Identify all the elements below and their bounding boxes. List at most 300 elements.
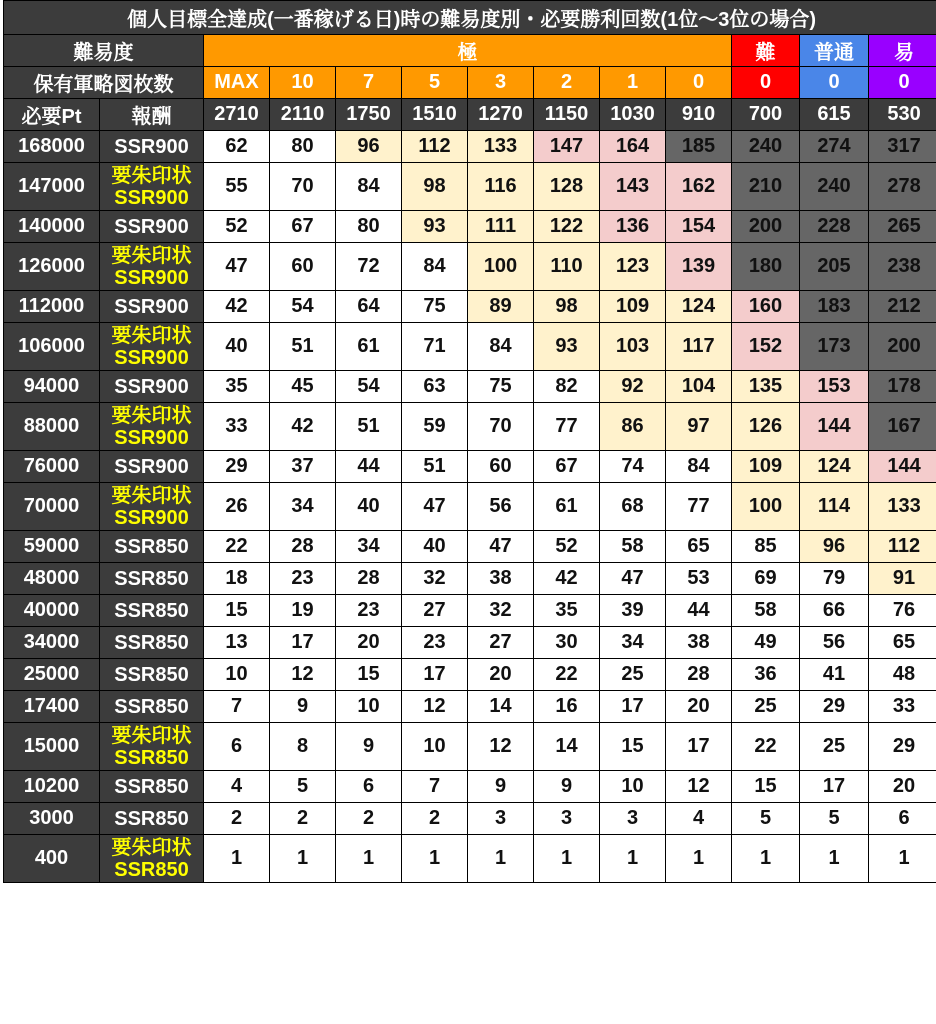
wins-cell: 164: [600, 131, 666, 163]
wins-cell: 135: [732, 371, 800, 403]
table-row: [4, 323, 936, 371]
reward-cell: [100, 531, 204, 563]
table-row: [4, 803, 936, 835]
required-pt-cell: 76000: [4, 451, 100, 483]
difficulty-group-3: 易: [869, 35, 936, 67]
wins-cell: 122: [534, 211, 600, 243]
wins-cell: 74: [600, 451, 666, 483]
wins-cell: 110: [534, 243, 600, 291]
wins-cell: 71: [402, 323, 468, 371]
reward-cell: [100, 691, 204, 723]
wins-cell: 76: [869, 595, 936, 627]
reward-cell: [100, 803, 204, 835]
wins-cell: 17: [270, 627, 336, 659]
wins-cell: 85: [732, 531, 800, 563]
table-row: [4, 659, 936, 691]
wins-cell: 29: [869, 723, 936, 771]
wins-cell: 98: [534, 291, 600, 323]
map-count-cell: MAX: [204, 67, 270, 99]
reward-cell: [100, 371, 204, 403]
wins-cell: 15: [336, 659, 402, 691]
wins-cell: 17: [600, 691, 666, 723]
wins-cell: 124: [800, 451, 869, 483]
wins-cell: 51: [402, 451, 468, 483]
wins-cell: 60: [270, 243, 336, 291]
wins-cell: 84: [336, 163, 402, 211]
map-count-cell: 3: [468, 67, 534, 99]
reward-line: 要朱印状: [111, 244, 192, 267]
wins-cell: 32: [468, 595, 534, 627]
table-row: [4, 371, 936, 403]
required-pt-cell: 15000: [4, 723, 100, 771]
table-row: [4, 451, 936, 483]
wins-cell: 8: [270, 723, 336, 771]
wins-cell: 75: [468, 371, 534, 403]
wins-cell: 7: [402, 771, 468, 803]
wins-cell: 15: [732, 771, 800, 803]
wins-cell: 139: [666, 243, 732, 291]
wins-cell: 22: [534, 659, 600, 691]
wins-cell: 109: [600, 291, 666, 323]
map-count-cell: 0: [732, 67, 800, 99]
wins-cell: 4: [204, 771, 270, 803]
wins-cell: 56: [800, 627, 869, 659]
reward-cell: [100, 835, 204, 883]
reward-line: SSR900: [114, 506, 189, 529]
wins-cell: 100: [732, 483, 800, 531]
required-pt-cell: 126000: [4, 243, 100, 291]
map-count-label: 保有軍略図枚数: [4, 67, 204, 99]
table-row: [4, 403, 936, 451]
wins-cell: 5: [732, 803, 800, 835]
wins-cell: 47: [204, 243, 270, 291]
wins-cell: 12: [468, 723, 534, 771]
wins-cell: 25: [600, 659, 666, 691]
wins-cell: 82: [534, 371, 600, 403]
wins-cell: 40: [336, 483, 402, 531]
difficulty-group-1: 難: [732, 35, 800, 67]
map-count-cell: 5: [402, 67, 468, 99]
wins-cell: 1: [732, 835, 800, 883]
wins-cell: 67: [534, 451, 600, 483]
wins-cell: 65: [869, 627, 936, 659]
wins-cell: 79: [800, 563, 869, 595]
table-row: [4, 243, 936, 291]
reward-line: SSR900: [114, 375, 189, 398]
reward-cell: [100, 243, 204, 291]
wins-cell: 89: [468, 291, 534, 323]
reward-line: 要朱印状: [111, 404, 192, 427]
reward-line: SSR900: [114, 135, 189, 158]
wins-cell: 84: [402, 243, 468, 291]
reward-line: SSR900: [114, 186, 189, 209]
required-pt-cell: 140000: [4, 211, 100, 243]
table-row: [4, 563, 936, 595]
wins-cell: 44: [666, 595, 732, 627]
points-per-win-cell: 615: [800, 99, 869, 131]
table-row: [4, 163, 936, 211]
wins-cell: 58: [600, 531, 666, 563]
points-per-win-cell: 1750: [336, 99, 402, 131]
wins-cell: 51: [336, 403, 402, 451]
reward-line: SSR850: [114, 535, 189, 558]
wins-cell: 49: [732, 627, 800, 659]
reward-cell: [100, 451, 204, 483]
wins-cell: 61: [336, 323, 402, 371]
wins-cell: 20: [869, 771, 936, 803]
table-row: [4, 131, 936, 163]
wins-cell: 23: [402, 627, 468, 659]
wins-cell: 48: [869, 659, 936, 691]
wins-cell: 12: [270, 659, 336, 691]
map-count-cell: 0: [666, 67, 732, 99]
wins-cell: 114: [800, 483, 869, 531]
wins-cell: 33: [869, 691, 936, 723]
points-per-win-cell: 910: [666, 99, 732, 131]
wins-cell: 154: [666, 211, 732, 243]
reward-cell: [100, 403, 204, 451]
wins-cell: 6: [869, 803, 936, 835]
reward-cell: [100, 211, 204, 243]
wins-cell: 123: [600, 243, 666, 291]
wins-cell: 96: [800, 531, 869, 563]
points-per-win-row: [4, 99, 936, 131]
required-pt-cell: 25000: [4, 659, 100, 691]
points-per-win-cell: 2110: [270, 99, 336, 131]
required-pt-cell: 147000: [4, 163, 100, 211]
wins-cell: 1: [800, 835, 869, 883]
wins-cell: 35: [534, 595, 600, 627]
reward-line: 要朱印状: [111, 836, 192, 859]
wins-cell: 1: [204, 835, 270, 883]
table-title: 個人目標全達成(一番稼げる日)時の難易度別・必要勝利回数(1位〜3位の場合): [4, 1, 936, 35]
wins-cell: 1: [336, 835, 402, 883]
wins-cell: 133: [468, 131, 534, 163]
wins-cell: 38: [666, 627, 732, 659]
wins-cell: 2: [336, 803, 402, 835]
wins-cell: 28: [666, 659, 732, 691]
wins-cell: 1: [666, 835, 732, 883]
wins-cell: 47: [468, 531, 534, 563]
wins-cell: 84: [666, 451, 732, 483]
wins-cell: 103: [600, 323, 666, 371]
required-pt-cell: 168000: [4, 131, 100, 163]
wins-cell: 240: [732, 131, 800, 163]
wins-cell: 75: [402, 291, 468, 323]
reward-line: SSR900: [114, 295, 189, 318]
wins-cell: 56: [468, 483, 534, 531]
wins-cell: 44: [336, 451, 402, 483]
difficulty-group-0: 極: [204, 35, 732, 67]
required-pt-cell: 112000: [4, 291, 100, 323]
points-per-win-cell: 700: [732, 99, 800, 131]
difficulty-label: 難易度: [4, 35, 204, 67]
wins-cell: 274: [800, 131, 869, 163]
wins-cell: 47: [600, 563, 666, 595]
wins-cell: 54: [270, 291, 336, 323]
wins-cell: 55: [204, 163, 270, 211]
table-row: [4, 211, 936, 243]
wins-cell: 52: [534, 531, 600, 563]
wins-cell: 117: [666, 323, 732, 371]
required-pt-cell: 10200: [4, 771, 100, 803]
wins-cell: 147: [534, 131, 600, 163]
wins-cell: 80: [270, 131, 336, 163]
wins-cell: 22: [204, 531, 270, 563]
wins-cell: 14: [534, 723, 600, 771]
wins-cell: 200: [732, 211, 800, 243]
wins-cell: 126: [732, 403, 800, 451]
wins-cell: 42: [534, 563, 600, 595]
reward-line: SSR850: [114, 746, 189, 769]
wins-cell: 240: [800, 163, 869, 211]
wins-cell: 178: [869, 371, 936, 403]
required-pt-cell: 70000: [4, 483, 100, 531]
wins-cell: 92: [600, 371, 666, 403]
wins-cell: 29: [204, 451, 270, 483]
wins-cell: 47: [402, 483, 468, 531]
wins-cell: 5: [270, 771, 336, 803]
wins-cell: 30: [534, 627, 600, 659]
wins-cell: 9: [468, 771, 534, 803]
wins-cell: 68: [600, 483, 666, 531]
wins-cell: 23: [270, 563, 336, 595]
reward-line: SSR900: [114, 215, 189, 238]
wins-cell: 62: [204, 131, 270, 163]
wins-cell: 69: [732, 563, 800, 595]
reward-line: 要朱印状: [111, 484, 192, 507]
wins-cell: 144: [869, 451, 936, 483]
wins-cell: 65: [666, 531, 732, 563]
reward-line: SSR850: [114, 631, 189, 654]
reward-cell: [100, 131, 204, 163]
wins-cell: 133: [869, 483, 936, 531]
wins-cell: 1: [869, 835, 936, 883]
wins-cell: 32: [402, 563, 468, 595]
wins-cell: 97: [666, 403, 732, 451]
wins-cell: 39: [600, 595, 666, 627]
wins-cell: 167: [869, 403, 936, 451]
table-row: [4, 771, 936, 803]
required-pt-cell: 48000: [4, 563, 100, 595]
wins-cell: 12: [666, 771, 732, 803]
map-count-cell: 1: [600, 67, 666, 99]
wins-cell: 96: [336, 131, 402, 163]
reward-cell: [100, 595, 204, 627]
wins-cell: 238: [869, 243, 936, 291]
wins-cell: 278: [869, 163, 936, 211]
wins-cell: 13: [204, 627, 270, 659]
wins-cell: 10: [336, 691, 402, 723]
wins-cell: 35: [204, 371, 270, 403]
wins-cell: 37: [270, 451, 336, 483]
table-row: [4, 691, 936, 723]
wins-cell: 70: [270, 163, 336, 211]
wins-cell: 5: [800, 803, 869, 835]
wins-cell: 185: [666, 131, 732, 163]
wins-cell: 66: [800, 595, 869, 627]
reward-cell: [100, 291, 204, 323]
map-count-cell: 0: [869, 67, 936, 99]
wins-cell: 26: [204, 483, 270, 531]
wins-cell: 64: [336, 291, 402, 323]
wins-cell: 4: [666, 803, 732, 835]
wins-cell: 9: [336, 723, 402, 771]
wins-cell: 10: [204, 659, 270, 691]
wins-cell: 124: [666, 291, 732, 323]
wins-cell: 160: [732, 291, 800, 323]
wins-cell: 80: [336, 211, 402, 243]
wins-cell: 29: [800, 691, 869, 723]
wins-cell: 36: [732, 659, 800, 691]
points-per-win-cell: 2710: [204, 99, 270, 131]
wins-cell: 1: [270, 835, 336, 883]
wins-cell: 100: [468, 243, 534, 291]
wins-cell: 116: [468, 163, 534, 211]
wins-cell: 3: [534, 803, 600, 835]
wins-cell: 16: [534, 691, 600, 723]
table-row: [4, 723, 936, 771]
reward-cell: [100, 771, 204, 803]
wins-cell: 162: [666, 163, 732, 211]
required-pt-cell: 17400: [4, 691, 100, 723]
wins-cell: 228: [800, 211, 869, 243]
points-per-win-cell: 1030: [600, 99, 666, 131]
reward-line: SSR850: [114, 567, 189, 590]
wins-cell: 93: [534, 323, 600, 371]
reward-cell: [100, 163, 204, 211]
wins-cell: 112: [402, 131, 468, 163]
reward-line: 要朱印状: [111, 164, 192, 187]
map-count-cell: 0: [800, 67, 869, 99]
wins-cell: 205: [800, 243, 869, 291]
reward-line: SSR850: [114, 807, 189, 830]
wins-cell: 20: [336, 627, 402, 659]
table-row: [4, 595, 936, 627]
wins-cell: 98: [402, 163, 468, 211]
reward-cell: [100, 483, 204, 531]
reward-line: SSR850: [114, 775, 189, 798]
wins-cell: 58: [732, 595, 800, 627]
required-pt-label: 必要Pt: [4, 99, 100, 131]
table-row: [4, 835, 936, 883]
wins-cell: 20: [468, 659, 534, 691]
wins-cell: 34: [270, 483, 336, 531]
difficulty-header-row: [4, 35, 936, 67]
wins-cell: 265: [869, 211, 936, 243]
wins-cell: 34: [600, 627, 666, 659]
required-pt-cell: 34000: [4, 627, 100, 659]
wins-cell: 200: [869, 323, 936, 371]
reward-cell: [100, 723, 204, 771]
wins-cell: 53: [666, 563, 732, 595]
wins-cell: 1: [534, 835, 600, 883]
wins-cell: 128: [534, 163, 600, 211]
wins-cell: 17: [666, 723, 732, 771]
difficulty-group-2: 普通: [800, 35, 869, 67]
reward-line: SSR850: [114, 663, 189, 686]
reward-line: SSR850: [114, 858, 189, 881]
wins-cell: 17: [800, 771, 869, 803]
wins-cell: 2: [402, 803, 468, 835]
wins-cell: 144: [800, 403, 869, 451]
wins-cell: 180: [732, 243, 800, 291]
required-pt-cell: 106000: [4, 323, 100, 371]
wins-cell: 10: [600, 771, 666, 803]
reward-cell: [100, 627, 204, 659]
wins-cell: 25: [732, 691, 800, 723]
wins-cell: 18: [204, 563, 270, 595]
wins-cell: 38: [468, 563, 534, 595]
map-count-cell: 2: [534, 67, 600, 99]
wins-cell: 153: [800, 371, 869, 403]
wins-cell: 111: [468, 211, 534, 243]
wins-cell: 6: [336, 771, 402, 803]
wins-cell: 1: [600, 835, 666, 883]
wins-cell: 1: [402, 835, 468, 883]
table-row: [4, 531, 936, 563]
wins-cell: 25: [800, 723, 869, 771]
wins-cell: 59: [402, 403, 468, 451]
required-pt-cell: 88000: [4, 403, 100, 451]
wins-cell: 40: [402, 531, 468, 563]
wins-cell: 33: [204, 403, 270, 451]
wins-cell: 10: [402, 723, 468, 771]
wins-cell: 12: [402, 691, 468, 723]
reward-label: 報酬: [100, 99, 204, 131]
wins-cell: 52: [204, 211, 270, 243]
wins-cell: 3: [468, 803, 534, 835]
wins-cell: 67: [270, 211, 336, 243]
wins-cell: 22: [732, 723, 800, 771]
wins-cell: 1: [468, 835, 534, 883]
wins-cell: 19: [270, 595, 336, 627]
wins-cell: 40: [204, 323, 270, 371]
reward-cell: [100, 563, 204, 595]
wins-cell: 27: [468, 627, 534, 659]
map-count-cell: 10: [270, 67, 336, 99]
wins-cell: 20: [666, 691, 732, 723]
reward-line: SSR900: [114, 455, 189, 478]
wins-cell: 7: [204, 691, 270, 723]
wins-cell: 42: [204, 291, 270, 323]
wins-cell: 210: [732, 163, 800, 211]
reward-line: SSR850: [114, 599, 189, 622]
points-per-win-cell: 1270: [468, 99, 534, 131]
points-per-win-cell: 530: [869, 99, 936, 131]
wins-cell: 3: [600, 803, 666, 835]
required-pt-cell: 94000: [4, 371, 100, 403]
reward-cell: [100, 323, 204, 371]
wins-cell: 23: [336, 595, 402, 627]
wins-cell: 9: [270, 691, 336, 723]
wins-cell: 2: [204, 803, 270, 835]
reward-line: SSR900: [114, 346, 189, 369]
wins-cell: 84: [468, 323, 534, 371]
wins-cell: 109: [732, 451, 800, 483]
wins-cell: 54: [336, 371, 402, 403]
wins-cell: 72: [336, 243, 402, 291]
map-count-header-row: [4, 67, 936, 99]
required-pt-cell: 3000: [4, 803, 100, 835]
wins-cell: 93: [402, 211, 468, 243]
reward-line: SSR900: [114, 266, 189, 289]
wins-cell: 173: [800, 323, 869, 371]
wins-cell: 61: [534, 483, 600, 531]
map-count-cell: 7: [336, 67, 402, 99]
wins-cell: 63: [402, 371, 468, 403]
wins-cell: 212: [869, 291, 936, 323]
